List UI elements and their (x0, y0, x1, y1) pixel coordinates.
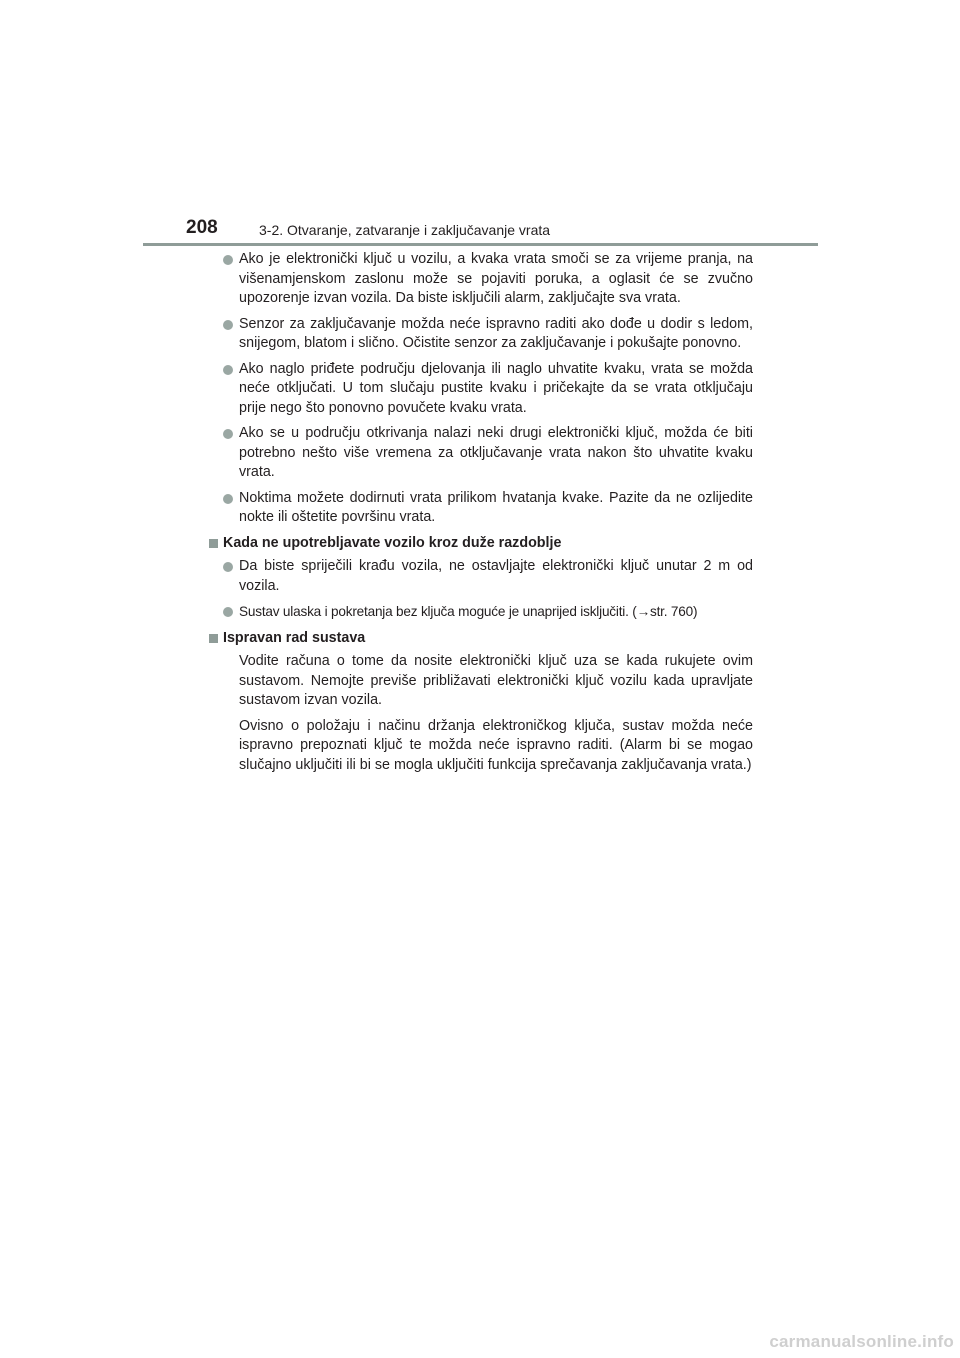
section-heading (209, 534, 753, 554)
list-item-text: Ako naglo priđete području djelovanja ili naglo uhvatite kvaku, vrata se možda neće otključati. U tom slučaju pustite kvaku i pričekajte da se vrata otključaju prije nego što ponovno povučete kvaku vrata. (239, 360, 753, 416)
bullet-dot-icon (223, 320, 233, 330)
list-item-text: Ako se u području otkrivanja nalazi neki drugi elektronički ključ, možda će biti potrebno nešto više vremena za otključavanje vrata nakon što uhvatite kvaku vrata. (239, 425, 753, 480)
paragraph: Ovisno o položaju i načinu držanja elektroničkog ključa, sustav možda neće ispravno prepoznati ključ te možda neće ispravno raditi. (Alarm bi se mogao slučajno uključiti ili bi se mogla uključiti funkcija sprečavanja zaključavanja vrata.) (239, 717, 753, 773)
section-title: 3-2. Otvaranje, zatvaranje i zaključavanje vrata (259, 222, 551, 238)
watermark: carmanualsonline.info (769, 1332, 954, 1351)
header-rule (143, 243, 818, 246)
list-item (223, 424, 753, 483)
bullet-dot-icon (223, 562, 233, 572)
bullet-dot-icon (223, 607, 233, 617)
bullet-dot-icon (223, 494, 233, 504)
square-bullet-icon (209, 539, 218, 548)
list-item-text: Da biste spriječili krađu vozila, ne ostavljajte elektronički ključ unutar 2 m od vozila. (239, 558, 753, 594)
list-item (223, 250, 753, 309)
page-number: 208 (186, 217, 218, 238)
list-item (223, 489, 753, 528)
bullet-dot-icon (223, 365, 233, 375)
section-heading (209, 629, 753, 649)
list-item-text: Ako je elektronički ključ u vozilu, a kvaka vrata smoči se za vrijeme pranja, na višenamjenskom zaslonu može se pojaviti poruka, a oglasit će se zvučno upozorenje izvan vozila. Da biste isključili alarm, zaključajte sva vrata. (239, 251, 753, 306)
section-heading-text: Kada ne upotrebljavate vozilo kroz duže razdoblje (223, 534, 562, 551)
list-item (223, 557, 753, 596)
list-item-text: Senzor za zaključavanje možda neće ispravno raditi ako dođe u dodir s ledom, snijegom, blatom i slično. Očistite senzor za zaključavanje i pokušajte ponovno. (239, 315, 753, 351)
bullet-dot-icon (223, 255, 233, 265)
list-item (223, 315, 753, 354)
bullet-dot-icon (223, 429, 233, 439)
paragraph: Vodite računa o tome da nosite elektronički ključ uza se kada rukujete ovim sustavom. Nemojte previše približavati elektronički ključ vozilu kada upravljate sustavom izvan vozila. (239, 653, 753, 708)
square-bullet-icon (209, 634, 218, 643)
list-item-text: Sustav ulaska i pokretanja bez ključa moguće je unaprijed isključiti. (→str. 760) (239, 604, 698, 619)
section-heading-text: Ispravan rad sustava (223, 629, 366, 646)
list-item (223, 360, 753, 419)
list-item-text: Noktima možete dodirnuti vrata prilikom hvatanja kvake. Pazite da ne ozlijedite nokte ili oštetite površinu vrata. (239, 489, 753, 525)
list-item (223, 602, 753, 623)
page-content (223, 250, 753, 781)
